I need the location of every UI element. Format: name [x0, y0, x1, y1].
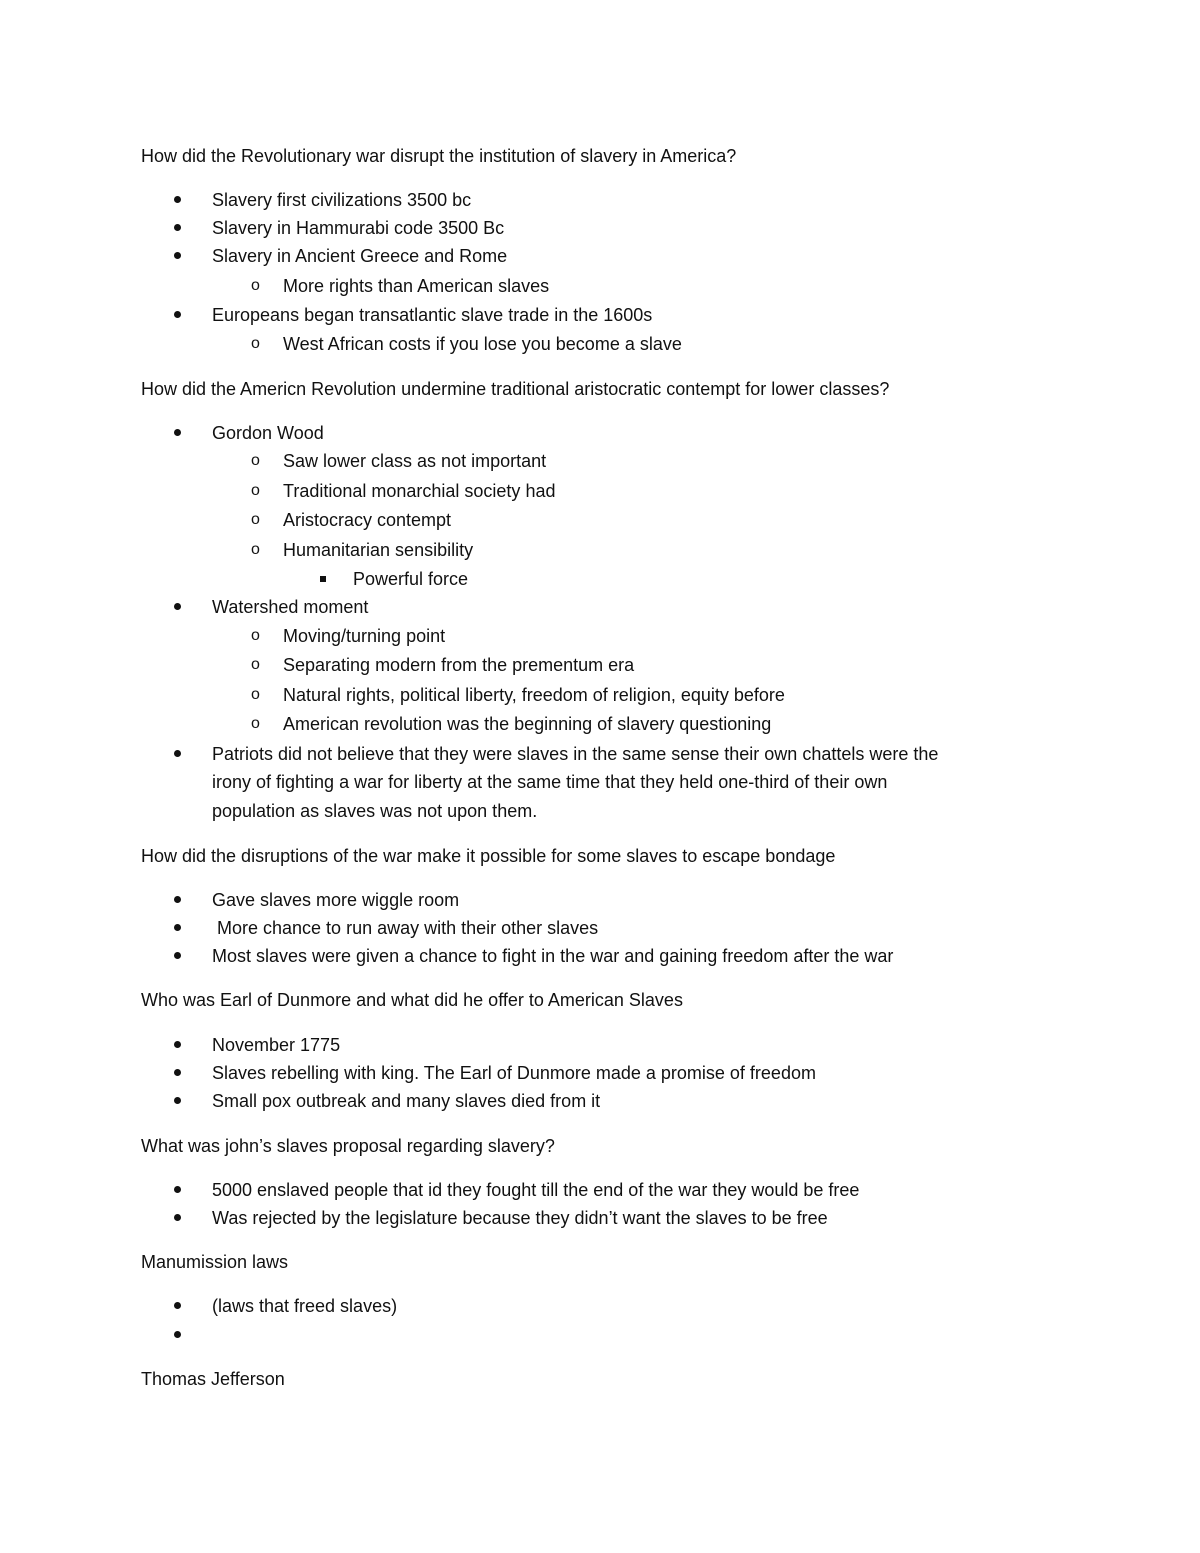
list-item: Slavery in Ancient Greece and Rome: [212, 246, 508, 266]
sub-list-item: Moving/turning point: [283, 626, 446, 646]
sub-list-item: Humanitarian sensibility: [283, 540, 474, 560]
list-item: Was rejected by the legislature because they didn’t want the slaves to be free: [212, 1208, 828, 1228]
list-item: Gave slaves more wiggle room: [212, 890, 460, 910]
list-item: (laws that freed slaves): [212, 1296, 398, 1316]
list-item-continuation: population as slaves was not upon them.: [212, 801, 538, 821]
section-heading: Thomas Jefferson: [141, 1369, 285, 1389]
sub-bullet-marker: o: [251, 277, 260, 294]
section-heading: Who was Earl of Dunmore and what did he offer to American Slaves: [141, 990, 683, 1010]
list-item: November 1775: [212, 1035, 341, 1055]
sub-list-item: Saw lower class as not important: [283, 451, 547, 471]
sub-list-item: West African costs if you lose you become a slave: [283, 334, 682, 354]
list-item: More chance to run away with their other slaves: [212, 918, 599, 938]
sub-bullet-marker: o: [251, 482, 260, 499]
sub-bullet-marker: o: [251, 452, 260, 469]
list-item: Most slaves were given a chance to fight in the war and gaining freedom after the war: [212, 946, 894, 966]
sub-list-item: More rights than American slaves: [283, 276, 550, 296]
sub-bullet-marker: o: [251, 686, 260, 703]
list-item: Gordon Wood: [212, 423, 324, 443]
list-item: 5000 enslaved people that id they fought till the end of the war they would be free: [212, 1180, 860, 1200]
section-heading: How did the Revolutionary war disrupt the institution of slavery in America?: [141, 146, 737, 166]
sub-list-item: American revolution was the beginning of slavery questioning: [283, 714, 772, 734]
sub-bullet-marker: o: [251, 656, 260, 673]
list-item: Europeans began transatlantic slave trade in the 1600s: [212, 305, 653, 325]
section-heading: How did the disruptions of the war make it possible for some slaves to escape bondage: [141, 846, 836, 866]
section-heading: How did the Americn Revolution undermine traditional aristocratic contempt for lower classes?: [141, 379, 890, 399]
list-item: Slavery in Hammurabi code 3500 Bc: [212, 218, 505, 238]
sub-bullet-marker: o: [251, 715, 260, 732]
sub-bullet-marker: o: [251, 511, 260, 528]
sub-bullet-marker: o: [251, 335, 260, 352]
sub-list-item: Traditional monarchial society had: [283, 481, 556, 501]
list-item: Watershed moment: [212, 597, 369, 617]
sub-list-item: Separating modern from the prementum era: [283, 655, 635, 675]
list-item: Slavery first civilizations 3500 bc: [212, 190, 472, 210]
list-item-continuation: irony of fighting a war for liberty at the same time that they held one-third of their own: [212, 772, 888, 792]
section-heading: Manumission laws: [141, 1252, 289, 1272]
section-heading: What was john’s slaves proposal regarding slavery?: [141, 1136, 555, 1156]
sub-bullet-marker: o: [251, 627, 260, 644]
list-item: Small pox outbreak and many slaves died from it: [212, 1091, 601, 1111]
list-item: Slaves rebelling with king. The Earl of Dunmore made a promise of freedom: [212, 1063, 816, 1083]
list-item: Patriots did not believe that they were slaves in the same sense their own chattels were the: [212, 744, 939, 764]
sub-bullet-marker: o: [251, 541, 260, 558]
sub-sub-list-item: Powerful force: [353, 569, 469, 589]
sub-list-item: Natural rights, political liberty, freedom of religion, equity before: [283, 685, 785, 705]
sub-list-item: Aristocracy contempt: [283, 510, 452, 530]
